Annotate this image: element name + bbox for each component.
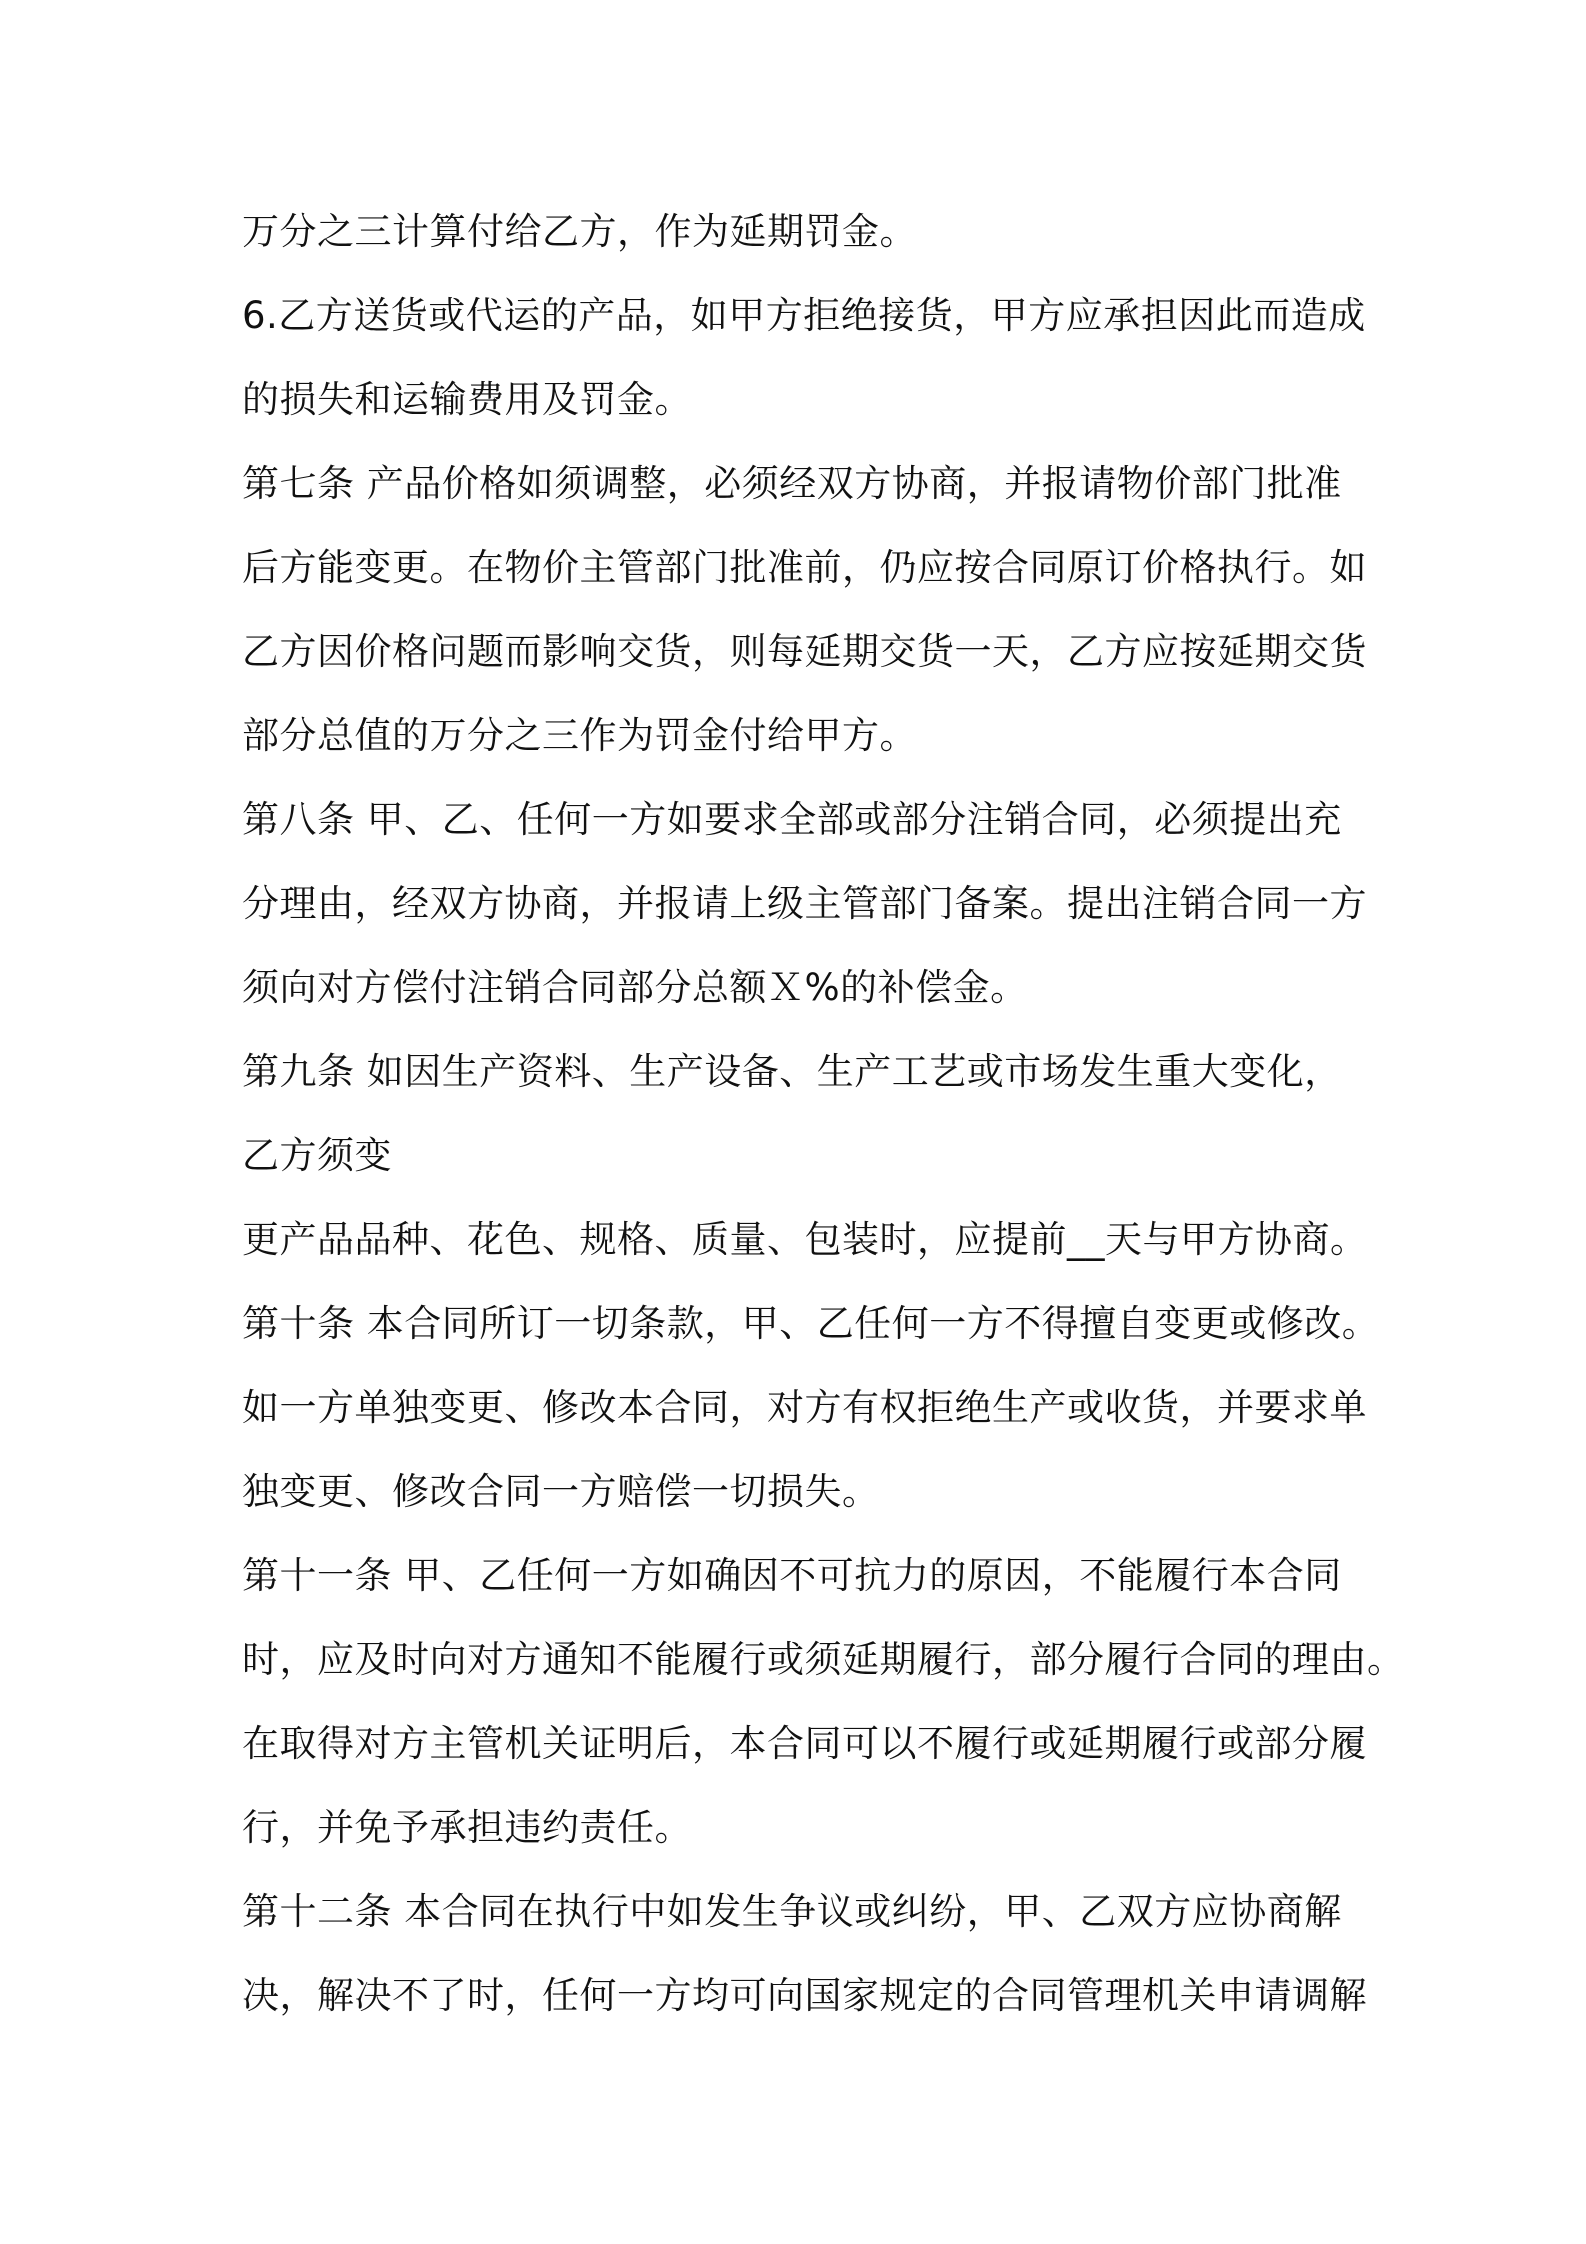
text-line: 乙方因价格问题而影响交货，则每延期交货一天，乙方应按延期交货 (242, 630, 1367, 673)
text-line: 决，解决不了时，任何一方均可向国家规定的合同管理机关申请调解 (242, 1974, 1367, 2017)
contract-text-body (242, 190, 1405, 2038)
text-line: 独变更、修改合同一方赔偿一切损失。 (242, 1470, 880, 1513)
text-line: 6.乙方送货或代运的产品，如甲方拒绝接货，甲方应承担因此而造成 (242, 294, 1366, 337)
text-line: 如一方单独变更、修改本合同，对方有权拒绝生产或收货，并要求单 (242, 1386, 1367, 1429)
text-line: 时，应及时向对方通知不能履行或须延期履行，部分履行合同的理由。 (242, 1638, 1405, 1681)
text-line: 第十一条 甲、乙任何一方如确因不可抗力的原因，不能履行本合同 (242, 1554, 1342, 1597)
text-line: 乙方须变 (242, 1134, 392, 1177)
text-line: 在取得对方主管机关证明后，本合同可以不履行或延期履行或部分履 (242, 1722, 1367, 1765)
text-line: 第十二条 本合同在执行中如发生争议或纠纷，甲、乙双方应协商解 (242, 1890, 1342, 1933)
text-line: 的损失和运输费用及罚金。 (242, 378, 692, 421)
text-line: 第十条 本合同所订一切条款，甲、乙任何一方不得擅自变更或修改。 (242, 1302, 1380, 1345)
text-line: 第九条 如因生产资料、生产设备、生产工艺或市场发生重大变化， (242, 1050, 1342, 1093)
text-line: 部分总值的万分之三作为罚金付给甲方。 (242, 714, 917, 757)
text-line: 更产品品种、花色、规格、质量、包装时，应提前__天与甲方协商。 (242, 1218, 1368, 1261)
text-line: 分理由，经双方协商，并报请上级主管部门备案。提出注销合同一方 (242, 882, 1367, 925)
text-line: 第八条 甲、乙、任何一方如要求全部或部分注销合同，必须提出充 (242, 798, 1342, 841)
text-line: 第七条 产品价格如须调整，必须经双方协商，并报请物价部门批准 (242, 462, 1342, 505)
text-line: 行，并免予承担违约责任。 (242, 1806, 692, 1849)
text-line: 万分之三计算付给乙方，作为延期罚金。 (242, 210, 917, 253)
text-line: 须向对方偿付注销合同部分总额Ｘ%的补偿金。 (242, 966, 1028, 1009)
text-line: 后方能变更。在物价主管部门批准前，仍应按合同原订价格执行。如 (242, 546, 1367, 589)
